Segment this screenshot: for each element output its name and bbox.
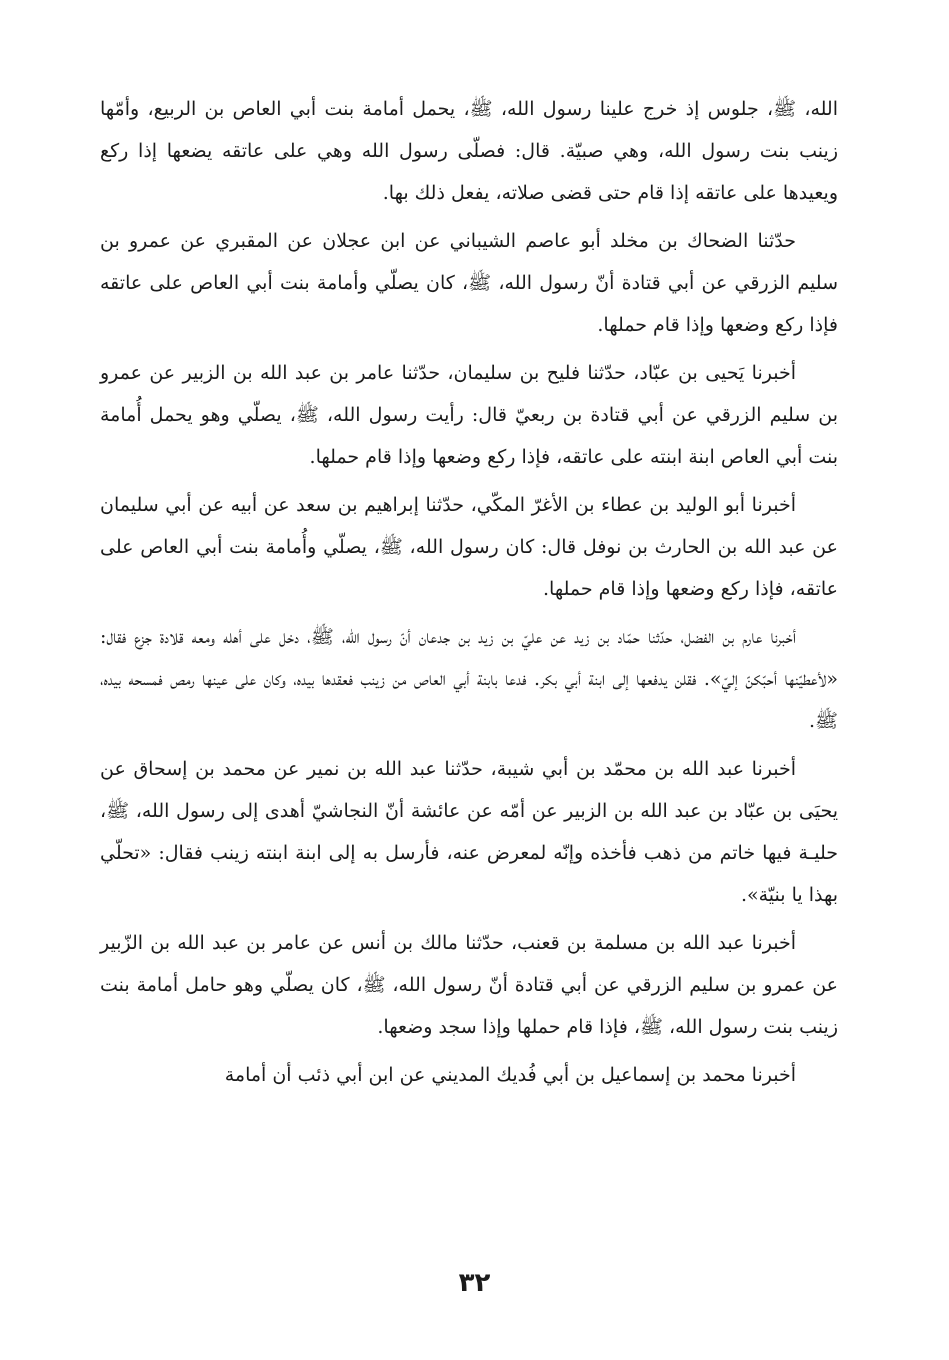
paragraph-7: أخبرنا عبد الله بن مسلمة بن قعنب، حدّثنا مالك بن أنس عن عامر بن عبد الله بن الزّبير عن عمرو بن سليم الزرقي عن أبي قتادة أنّ رسول الله، ﷺ، كان يصلّي وهو حامل أمامة بنت زينب بنت رسول الله، ﷺ، فإذا قام حملها وإذا سجد وضعها. [100, 932, 838, 1038]
paragraph-4: أخبرنا أبو الوليد بن عطاء بن الأغرّ المكّي، حدّثنا إبراهيم بن سعد عن أبيه عن أبي سليمان عن عبد الله بن الحارث بن نوفل قال: كان رسول الله، ﷺ، يصلّي وأُمامة بنت أبي العاص على عاتقه، فإذا ركع وضعها وإذا قام حملها. [100, 494, 838, 600]
page-number: ٣٢ [458, 1268, 491, 1298]
paragraph-3: أخبرنا يَحيى بن عبّاد، حدّثنا فليح بن سليمان، حدّثنا عامر بن عبد الله بن الزبير عن عمرو بن سليم الزرقي عن أبي قتادة بن ربعيّ قال: رأيت رسول الله، ﷺ، يصلّي وهو يحمل أُمامة بنت أبي العاص ابنة ابنته على عاتقه، فإذا ركع وضعها وإذا قام حملها. [100, 362, 838, 468]
paragraph-6: أخبرنا عبد الله بن محمّد بن أبي شيبة، حدّثنا عبد الله بن نمير عن محمد بن إسحاق عن يحيَى بن عبّاد بن عبد الله بن الزبير عن أمّه عن عائشة أنّ النجاشيّ أهدى إلى رسول الله، ﷺ، حليـة فيها خاتم من ذهب فأخذه وإنّه لمعرض عنه، فأرسل به إلى ابنة ابنته زينب فقال: «تحلّي بهذا يا بنيّة». [100, 758, 838, 906]
page-body [100, 88, 838, 1096]
paragraph-2: حدّثنا الضحاك بن مخلد أبو عاصم الشيباني عن ابن عجلان عن المقبري عن عمرو بن سليم الزرقي عن أبي قتادة أنّ رسول الله، ﷺ، كان يصلّي وأمامة بنت أبي العاص على عاتقه فإذا ركع وضعها وإذا قام حملها. [100, 230, 838, 336]
paragraph-5: أخبرنا عارم بن الفضل، حدّثنا حمّاد بن زيد عن عليّ بن زيد بن جدعان أنّ رسول الله، ﷺ، دخل على أهله ومعه قلادة جزع فقال: «لأعطيّنها أحبّكنّ إليّ». فقلن يدفعها إلى ابنة أبي بكر. فدعا بابنة أبي العاص من زينب فعقدها بيده، وكان على عينها رمص فمسحه بيده، ﷺ. [100, 626, 838, 732]
paragraph-8: أخبرنا محمد بن إسماعيل بن أبي فُديك المديني عن ابن أبي ذئب أن أمامة [224, 1064, 796, 1086]
paragraph-1: الله، ﷺ، جلوس إذ خرج علينا رسول الله، ﷺ، يحمل أمامة بنت أبي العاص بن الربيع، وأمّها زينب بنت رسول الله، وهي صبيّة. قال: فصلّى رسول الله وهي على عاتقه يضعها إذا ركع ويعيدها على عاتقه إذا قام حتى قضى صلاته، يفعل ذلك بها. [100, 98, 838, 204]
